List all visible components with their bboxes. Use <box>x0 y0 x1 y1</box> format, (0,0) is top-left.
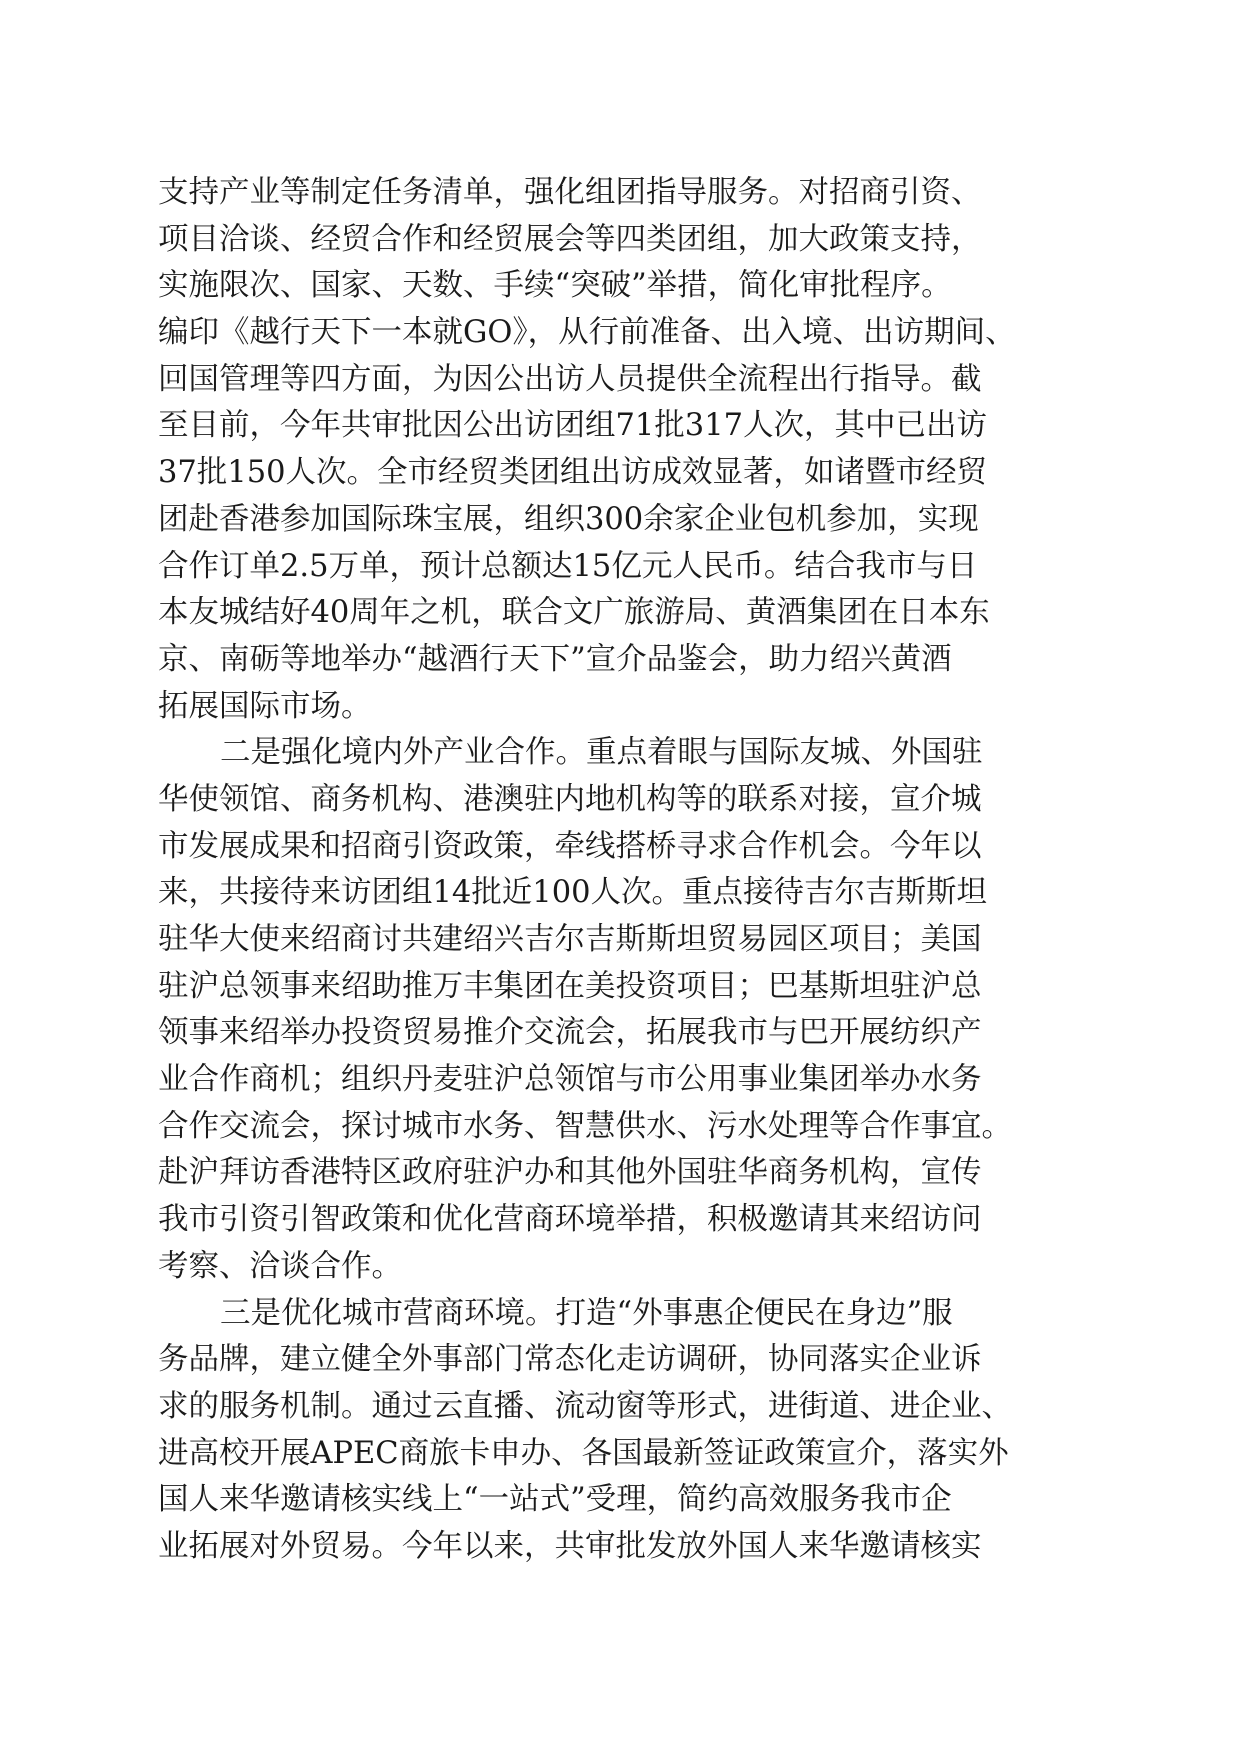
text-line: 团赴香港参加国际珠宝展，组织300余家企业包机参加，实现 <box>158 501 979 537</box>
text-line: 赴沪拜访香港特区政府驻沪办和其他外国驻华商务机构，宣传 <box>158 1155 982 1191</box>
text-line: 驻华大使来绍商讨共建绍兴吉尔吉斯斯坦贸易园区项目；美国 <box>158 922 982 957</box>
paragraph-2 <box>158 730 1098 1290</box>
text-line: 驻沪总领事来绍助推万丰集团在美投资项目；巴基斯坦驻沪总 <box>158 968 982 1004</box>
text-line: 国人来华邀请核实线上“一站式”受理，简约高效服务我市企 <box>158 1482 952 1518</box>
text-line: 来，共接待来访团组14批近100人次。重点接待吉尔吉斯斯坦 <box>158 875 988 911</box>
paragraph-1 <box>158 170 1098 730</box>
text-line: 求的服务机制。通过云直播、流动窗等形式，进街道、进企业、 <box>158 1388 1012 1424</box>
text-line: 业拓展对外贸易。今年以来，共审批发放外国人来华邀请核实 <box>158 1528 982 1564</box>
text-line: 合作订单2.5万单，预计总额达15亿元人民币。结合我市与日 <box>158 548 978 584</box>
text-line: 考察、洽谈合作。 <box>158 1248 402 1284</box>
text-line: 市发展成果和招商引资政策，牵线搭桥寻求合作机会。今年以 <box>158 828 982 864</box>
text-line: 二是强化境内外产业合作。重点着眼与国际友城、外国驻 <box>220 735 983 771</box>
text-line: 合作交流会，探讨城市水务、智慧供水、污水处理等合作事宜。 <box>158 1108 1012 1144</box>
text-line: 领事来绍举办投资贸易推介交流会，拓展我市与巴开展纺织产 <box>158 1015 982 1051</box>
text-line: 务品牌，建立健全外事部门常态化走访调研，协同落实企业诉 <box>158 1342 982 1378</box>
text-line: 至目前，今年共审批因公出访团组71批317人次，其中已出访 <box>158 408 988 444</box>
text-line: 支持产业等制定任务清单，强化组团指导服务。对招商引资、 <box>158 175 982 210</box>
text-line: 拓展国际市场。 <box>158 688 372 724</box>
text-line: 回国管理等四方面，为因公出访人员提供全流程出行指导。截 <box>158 361 982 397</box>
text-line: 项目洽谈、经贸合作和经贸展会等四类团组，加大政策支持， <box>158 221 982 257</box>
text-line: 37批150人次。全市经贸类团组出访成效显著，如诸暨市经贸 <box>158 455 988 491</box>
text-line: 本友城结好40周年之机，联合文广旅游局、黄酒集团在日本东 <box>158 595 990 631</box>
text-line: 进高校开展APEC商旅卡申办、各国最新签证政策宣介，落实外 <box>158 1435 1009 1471</box>
text-line: 编印《越行天下一本就GO》，从行前准备、出入境、出访期间、 <box>158 315 1016 351</box>
text-line: 我市引资引智政策和优化营商环境举措，积极邀请其来绍访问 <box>158 1202 982 1238</box>
text-line: 实施限次、国家、天数、手续“突破”举措，简化审批程序。 <box>158 268 952 304</box>
text-line: 京、南砺等地举办“越酒行天下”宣介品鉴会，助力绍兴黄酒 <box>158 641 952 677</box>
body-text <box>158 170 1098 1571</box>
text-line: 华使领馆、商务机构、港澳驻内地机构等的联系对接，宣介城 <box>158 781 982 817</box>
text-line: 三是优化城市营商环境。打造“外事惠企便民在身边”服 <box>220 1295 953 1331</box>
text-line: 业合作商机；组织丹麦驻沪总领馆与市公用事业集团举办水务 <box>158 1062 982 1098</box>
paragraph-3 <box>158 1291 1098 1571</box>
